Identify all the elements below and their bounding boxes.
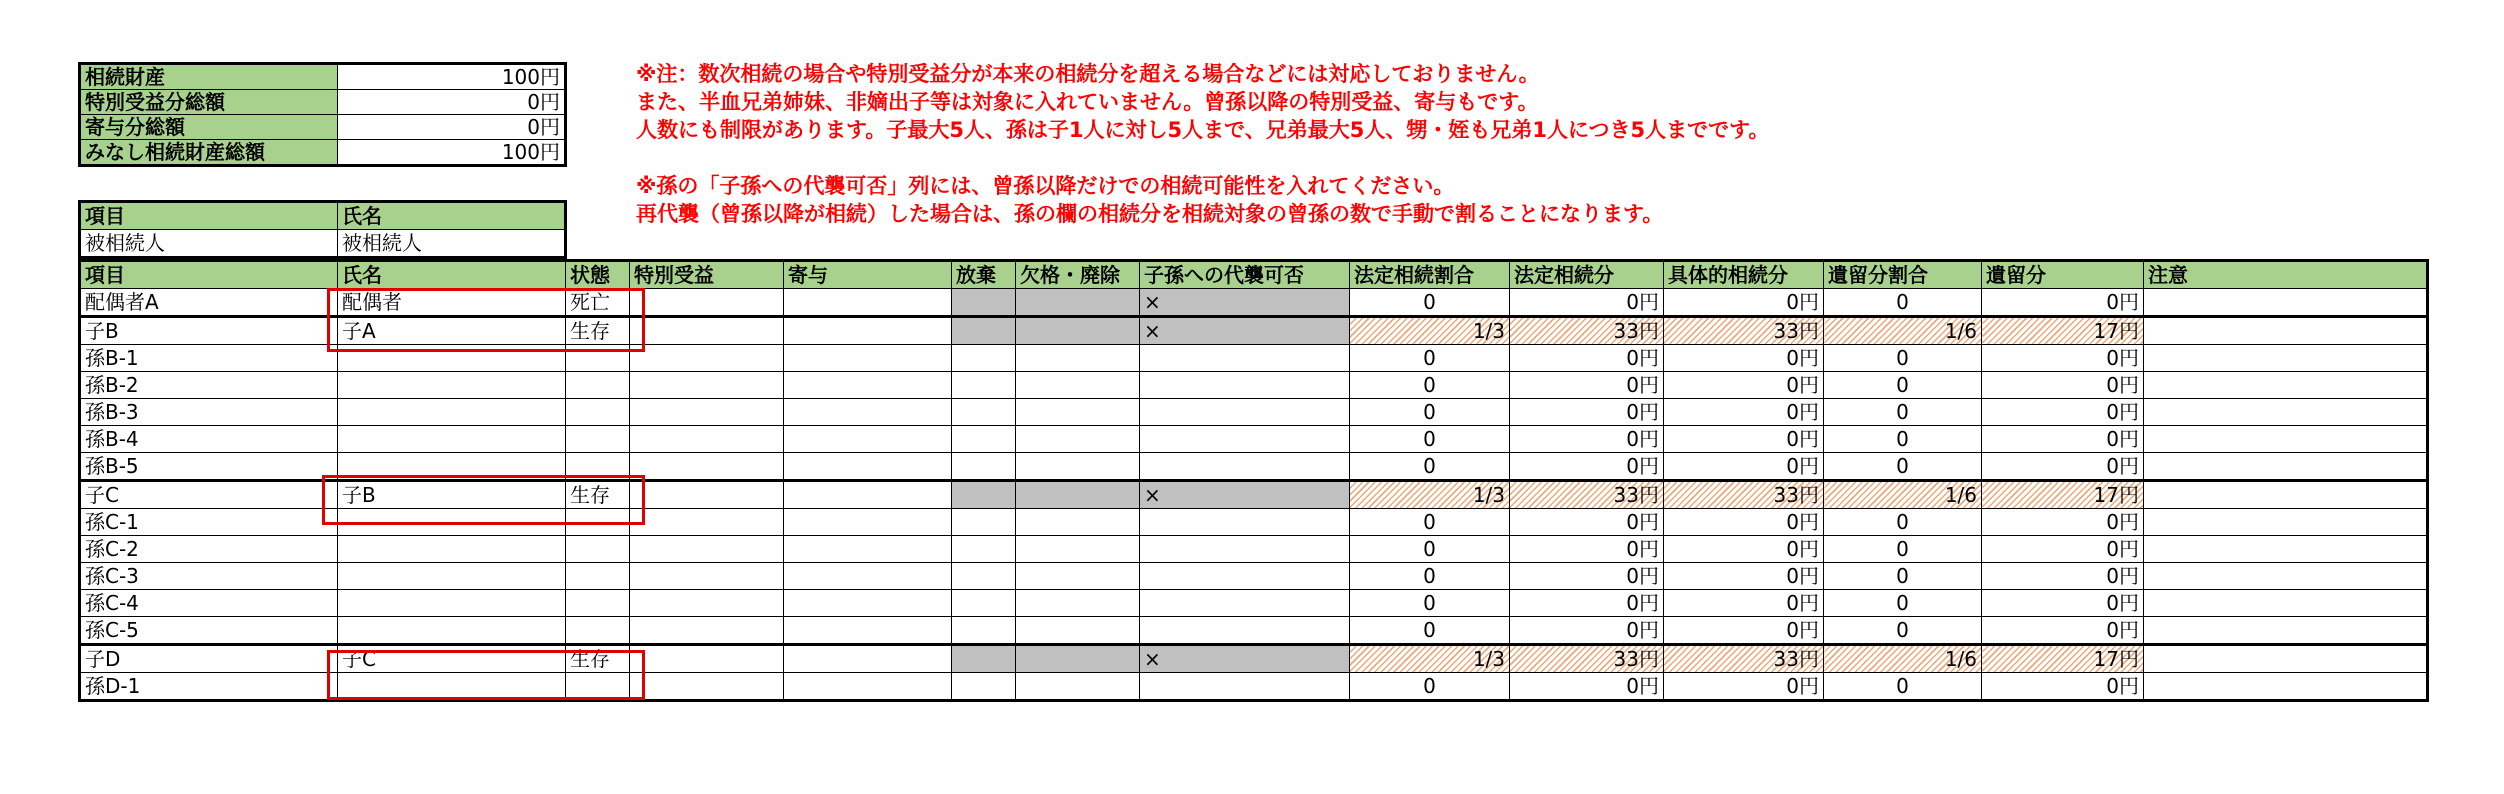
- special-benefit-cell[interactable]: [630, 563, 784, 590]
- special-benefit-cell[interactable]: [630, 317, 784, 345]
- legal-share-cell: 0円: [1510, 536, 1664, 563]
- concrete-share-cell: 0円: [1664, 426, 1824, 453]
- legal-share-cell: 33円: [1510, 645, 1664, 673]
- contribution-cell[interactable]: [784, 673, 952, 701]
- summary-body: [80, 64, 566, 166]
- reserved-ratio-cell: 0: [1824, 536, 1982, 563]
- concrete-share-cell: 0円: [1664, 372, 1824, 399]
- legal-ratio-cell: 0: [1350, 345, 1510, 372]
- contribution-cell[interactable]: [784, 426, 952, 453]
- heir-name-cell[interactable]: [338, 536, 566, 563]
- legal-share-cell: 0円: [1510, 563, 1664, 590]
- heir-item-cell: 孫B-1: [80, 345, 338, 372]
- reserved-ratio-cell: 0: [1824, 617, 1982, 645]
- special-benefit-cell[interactable]: [630, 399, 784, 426]
- succession-cell[interactable]: [1140, 345, 1350, 372]
- caution-cell: [2144, 289, 2428, 317]
- heir-name-cell[interactable]: 子C: [338, 645, 566, 673]
- disqualify-cell[interactable]: [1016, 536, 1140, 563]
- summary-value[interactable]: 100円: [338, 64, 566, 90]
- renounce-cell[interactable]: [952, 563, 1016, 590]
- heir-row: [80, 563, 2428, 590]
- heir-item-cell: 配偶者A: [80, 289, 338, 317]
- reserved-share-cell: 17円: [1982, 481, 2144, 509]
- special-benefit-cell[interactable]: [630, 426, 784, 453]
- column-header: 遺留分割合: [1824, 261, 1982, 289]
- concrete-share-cell: 0円: [1664, 453, 1824, 481]
- decedent-header-name: 氏名: [338, 202, 566, 230]
- concrete-share-cell: 33円: [1664, 645, 1824, 673]
- succession-cell[interactable]: [1140, 426, 1350, 453]
- heir-status-cell[interactable]: 生存: [566, 317, 630, 345]
- special-benefit-cell[interactable]: [630, 481, 784, 509]
- summary-label: みなし相続財産総額: [80, 140, 338, 166]
- legal-ratio-cell: 0: [1350, 399, 1510, 426]
- concrete-share-cell: 0円: [1664, 617, 1824, 645]
- reserved-share-cell: 0円: [1982, 617, 2144, 645]
- reserved-ratio-cell: 1/6: [1824, 481, 1982, 509]
- legal-ratio-cell: 0: [1350, 426, 1510, 453]
- reserved-ratio-cell: 1/6: [1824, 645, 1982, 673]
- summary-row: [80, 64, 566, 90]
- highlight-box: [327, 288, 645, 352]
- heir-row: [80, 399, 2428, 426]
- heir-status-cell[interactable]: [566, 590, 630, 617]
- disqualify-cell[interactable]: [1016, 453, 1140, 481]
- heir-status-cell[interactable]: 生存: [566, 481, 630, 509]
- heir-row: [80, 590, 2428, 617]
- heir-item-cell: 孫C-3: [80, 563, 338, 590]
- succession-cell[interactable]: ×: [1140, 645, 1350, 673]
- reserved-share-cell: 0円: [1982, 372, 2144, 399]
- disqualify-cell[interactable]: [1016, 645, 1140, 673]
- column-header: 法定相続割合: [1350, 261, 1510, 289]
- reserved-share-cell: 0円: [1982, 673, 2144, 701]
- concrete-share-cell: 0円: [1664, 399, 1824, 426]
- legal-share-cell: 33円: [1510, 317, 1664, 345]
- succession-cell[interactable]: ×: [1140, 317, 1350, 345]
- heir-item-cell: 孫B-2: [80, 372, 338, 399]
- decedent-header-row: [80, 202, 566, 230]
- highlight-box: [327, 650, 645, 700]
- succession-cell[interactable]: [1140, 509, 1350, 536]
- heir-name-cell[interactable]: [338, 617, 566, 645]
- renounce-cell[interactable]: [952, 372, 1016, 399]
- heir-item-cell: 孫B-3: [80, 399, 338, 426]
- contribution-cell[interactable]: [784, 617, 952, 645]
- succession-cell[interactable]: [1140, 617, 1350, 645]
- heir-status-cell[interactable]: [566, 372, 630, 399]
- reserved-ratio-cell: 0: [1824, 345, 1982, 372]
- disqualify-cell[interactable]: [1016, 426, 1140, 453]
- column-header: 子孫への代襲可否: [1140, 261, 1350, 289]
- heir-item-cell: 孫C-1: [80, 509, 338, 536]
- summary-value[interactable]: 0円: [338, 90, 566, 115]
- reserved-share-cell: 0円: [1982, 426, 2144, 453]
- column-header: 法定相続分: [1510, 261, 1664, 289]
- disqualify-cell[interactable]: [1016, 563, 1140, 590]
- succession-cell[interactable]: [1140, 563, 1350, 590]
- heir-status-cell[interactable]: [566, 536, 630, 563]
- concrete-share-cell: 0円: [1664, 673, 1824, 701]
- disqualify-cell[interactable]: [1016, 481, 1140, 509]
- special-benefit-cell[interactable]: [630, 645, 784, 673]
- column-header: 項目: [80, 261, 338, 289]
- summary-row: [80, 140, 566, 166]
- succession-cell[interactable]: [1140, 372, 1350, 399]
- caution-cell: [2144, 481, 2428, 509]
- succession-cell[interactable]: ×: [1140, 289, 1350, 317]
- succession-cell[interactable]: [1140, 590, 1350, 617]
- heir-name-cell[interactable]: [338, 590, 566, 617]
- heir-status-cell[interactable]: [566, 426, 630, 453]
- contribution-cell[interactable]: [784, 481, 952, 509]
- concrete-share-cell: 0円: [1664, 289, 1824, 317]
- renounce-cell[interactable]: [952, 345, 1016, 372]
- summary-value[interactable]: 0円: [338, 115, 566, 140]
- decedent-row: [80, 230, 566, 258]
- legal-ratio-cell: 0: [1350, 536, 1510, 563]
- reserved-ratio-cell: 0: [1824, 673, 1982, 701]
- note-line: [636, 144, 1769, 172]
- caution-cell: [2144, 563, 2428, 590]
- renounce-cell[interactable]: [952, 481, 1016, 509]
- heir-item-cell: 子B: [80, 317, 338, 345]
- heir-item-cell: 子C: [80, 481, 338, 509]
- decedent-table: [78, 200, 567, 259]
- reserved-share-cell: 17円: [1982, 645, 2144, 673]
- succession-cell[interactable]: [1140, 536, 1350, 563]
- renounce-cell[interactable]: [952, 645, 1016, 673]
- disqualify-cell[interactable]: [1016, 317, 1140, 345]
- renounce-cell[interactable]: [952, 617, 1016, 645]
- legal-share-cell: 0円: [1510, 509, 1664, 536]
- summary-row: [80, 115, 566, 140]
- note-line: 再代襲（曾孫以降が相続）した場合は、孫の欄の相続分を相続対象の曾孫の数で手動で割ることになります。: [636, 202, 1664, 226]
- heirs-header-row: [80, 261, 2428, 289]
- special-benefit-cell[interactable]: [630, 673, 784, 701]
- caution-cell: [2144, 509, 2428, 536]
- contribution-cell[interactable]: [784, 317, 952, 345]
- legal-ratio-cell: 1/3: [1350, 645, 1510, 673]
- notes-panel: [636, 60, 1769, 228]
- column-header: 具体的相続分: [1664, 261, 1824, 289]
- column-header: 状態: [566, 261, 630, 289]
- heir-status-cell[interactable]: [566, 399, 630, 426]
- column-header: 遺留分: [1982, 261, 2144, 289]
- legal-share-cell: 0円: [1510, 453, 1664, 481]
- caution-cell: [2144, 645, 2428, 673]
- concrete-share-cell: 0円: [1664, 563, 1824, 590]
- renounce-cell[interactable]: [952, 317, 1016, 345]
- legal-share-cell: 33円: [1510, 481, 1664, 509]
- special-benefit-cell[interactable]: [630, 453, 784, 481]
- heir-item-cell: 孫B-5: [80, 453, 338, 481]
- reserved-ratio-cell: 0: [1824, 426, 1982, 453]
- heir-name-cell[interactable]: 子A: [338, 317, 566, 345]
- caution-cell: [2144, 590, 2428, 617]
- column-header: 注意: [2144, 261, 2428, 289]
- disqualify-cell[interactable]: [1016, 289, 1140, 317]
- renounce-cell[interactable]: [952, 426, 1016, 453]
- succession-cell[interactable]: ×: [1140, 481, 1350, 509]
- contribution-cell[interactable]: [784, 372, 952, 399]
- renounce-cell[interactable]: [952, 399, 1016, 426]
- legal-ratio-cell: 0: [1350, 617, 1510, 645]
- summary-value[interactable]: 100円: [338, 140, 566, 166]
- legal-share-cell: 0円: [1510, 289, 1664, 317]
- heir-row: [80, 426, 2428, 453]
- succession-cell[interactable]: [1140, 673, 1350, 701]
- reserved-share-cell: 0円: [1982, 563, 2144, 590]
- legal-share-cell: 0円: [1510, 617, 1664, 645]
- renounce-cell[interactable]: [952, 453, 1016, 481]
- caution-cell: [2144, 673, 2428, 701]
- disqualify-cell[interactable]: [1016, 617, 1140, 645]
- special-benefit-cell[interactable]: [630, 372, 784, 399]
- disqualify-cell[interactable]: [1016, 345, 1140, 372]
- heir-item-cell: 孫C-2: [80, 536, 338, 563]
- reserved-share-cell: 0円: [1982, 536, 2144, 563]
- concrete-share-cell: 33円: [1664, 317, 1824, 345]
- concrete-share-cell: 0円: [1664, 590, 1824, 617]
- disqualify-cell[interactable]: [1016, 399, 1140, 426]
- renounce-cell[interactable]: [952, 673, 1016, 701]
- note-line: ※注：数次相続の場合や特別受益分が本来の相続分を超える場合などには対応しておりません。: [636, 62, 1540, 86]
- column-header: 特別受益: [630, 261, 784, 289]
- caution-cell: [2144, 453, 2428, 481]
- legal-share-cell: 0円: [1510, 399, 1664, 426]
- reserved-ratio-cell: 0: [1824, 289, 1982, 317]
- special-benefit-cell[interactable]: [630, 536, 784, 563]
- reserved-ratio-cell: 1/6: [1824, 317, 1982, 345]
- decedent-item: 被相続人: [80, 230, 338, 258]
- reserved-share-cell: 0円: [1982, 345, 2144, 372]
- summary-label: 寄与分総額: [80, 115, 338, 140]
- contribution-cell[interactable]: [784, 563, 952, 590]
- legal-ratio-cell: 0: [1350, 509, 1510, 536]
- heir-item-cell: 孫D-1: [80, 673, 338, 701]
- concrete-share-cell: 0円: [1664, 509, 1824, 536]
- concrete-share-cell: 0円: [1664, 536, 1824, 563]
- heir-item-cell: 孫C-5: [80, 617, 338, 645]
- heir-name-cell[interactable]: 子B: [338, 481, 566, 509]
- reserved-share-cell: 0円: [1982, 590, 2144, 617]
- heir-status-cell[interactable]: 生存: [566, 645, 630, 673]
- legal-share-cell: 0円: [1510, 372, 1664, 399]
- legal-ratio-cell: 0: [1350, 563, 1510, 590]
- contribution-cell[interactable]: [784, 345, 952, 372]
- special-benefit-cell[interactable]: [630, 590, 784, 617]
- legal-ratio-cell: 0: [1350, 453, 1510, 481]
- reserved-share-cell: 0円: [1982, 289, 2144, 317]
- legal-share-cell: 0円: [1510, 673, 1664, 701]
- heir-status-cell[interactable]: [566, 563, 630, 590]
- succession-cell[interactable]: [1140, 399, 1350, 426]
- contribution-cell[interactable]: [784, 399, 952, 426]
- reserved-ratio-cell: 0: [1824, 399, 1982, 426]
- decedent-name[interactable]: 被相続人: [338, 230, 566, 258]
- heir-item-cell: 子D: [80, 645, 338, 673]
- contribution-cell[interactable]: [784, 645, 952, 673]
- caution-cell: [2144, 317, 2428, 345]
- reserved-ratio-cell: 0: [1824, 509, 1982, 536]
- disqualify-cell[interactable]: [1016, 673, 1140, 701]
- heir-status-cell[interactable]: [566, 617, 630, 645]
- renounce-cell[interactable]: [952, 590, 1016, 617]
- contribution-cell[interactable]: [784, 289, 952, 317]
- summary-label: 特別受益分総額: [80, 90, 338, 115]
- disqualify-cell[interactable]: [1016, 509, 1140, 536]
- heir-status-cell[interactable]: 死亡: [566, 289, 630, 317]
- renounce-cell[interactable]: [952, 289, 1016, 317]
- legal-ratio-cell: 0: [1350, 289, 1510, 317]
- column-header: 放棄: [952, 261, 1016, 289]
- contribution-cell[interactable]: [784, 509, 952, 536]
- legal-share-cell: 0円: [1510, 590, 1664, 617]
- heir-name-cell[interactable]: [338, 399, 566, 426]
- caution-cell: [2144, 399, 2428, 426]
- concrete-share-cell: 33円: [1664, 481, 1824, 509]
- heir-name-cell[interactable]: [338, 426, 566, 453]
- summary-table: [78, 62, 567, 167]
- special-benefit-cell[interactable]: [630, 509, 784, 536]
- renounce-cell[interactable]: [952, 509, 1016, 536]
- succession-cell[interactable]: [1140, 453, 1350, 481]
- reserved-ratio-cell: 0: [1824, 372, 1982, 399]
- column-header: 欠格・廃除: [1016, 261, 1140, 289]
- heir-name-cell[interactable]: 配偶者: [338, 289, 566, 317]
- special-benefit-cell[interactable]: [630, 289, 784, 317]
- reserved-ratio-cell: 0: [1824, 590, 1982, 617]
- contribution-cell[interactable]: [784, 536, 952, 563]
- heir-name-cell[interactable]: [338, 372, 566, 399]
- reserved-ratio-cell: 0: [1824, 563, 1982, 590]
- note-line: 人数にも制限があります。子最大5人、孫は子1人に対し5人まで、兄弟最大5人、甥・姪も兄弟1人につき5人までです。: [636, 118, 1770, 142]
- reserved-share-cell: 0円: [1982, 453, 2144, 481]
- highlight-box: [322, 475, 645, 525]
- heir-item-cell: 孫C-4: [80, 590, 338, 617]
- decedent-header-item: 項目: [80, 202, 338, 230]
- legal-ratio-cell: 0: [1350, 673, 1510, 701]
- reserved-share-cell: 0円: [1982, 399, 2144, 426]
- heir-item-cell: 孫B-4: [80, 426, 338, 453]
- heir-row: [80, 617, 2428, 645]
- heir-row: [80, 372, 2428, 399]
- disqualify-cell[interactable]: [1016, 372, 1140, 399]
- legal-ratio-cell: 1/3: [1350, 317, 1510, 345]
- legal-ratio-cell: 0: [1350, 590, 1510, 617]
- summary-row: [80, 90, 566, 115]
- heir-row: [80, 536, 2428, 563]
- concrete-share-cell: 0円: [1664, 345, 1824, 372]
- caution-cell: [2144, 345, 2428, 372]
- summary-label: 相続財産: [80, 64, 338, 90]
- renounce-cell[interactable]: [952, 536, 1016, 563]
- contribution-cell[interactable]: [784, 590, 952, 617]
- legal-ratio-cell: 1/3: [1350, 481, 1510, 509]
- caution-cell: [2144, 426, 2428, 453]
- column-header: 寄与: [784, 261, 952, 289]
- reserved-ratio-cell: 0: [1824, 453, 1982, 481]
- reserved-share-cell: 17円: [1982, 317, 2144, 345]
- column-header: 氏名: [338, 261, 566, 289]
- special-benefit-cell[interactable]: [630, 345, 784, 372]
- legal-share-cell: 0円: [1510, 345, 1664, 372]
- legal-ratio-cell: 0: [1350, 372, 1510, 399]
- caution-cell: [2144, 536, 2428, 563]
- note-line: ※孫の「子孫への代襲可否」列には、曾孫以降だけでの相続可能性を入れてください。: [636, 174, 1455, 198]
- heir-name-cell[interactable]: [338, 563, 566, 590]
- caution-cell: [2144, 372, 2428, 399]
- note-line: また、半血兄弟姉妹、非嫡出子等は対象に入れていません。曾孫以降の特別受益、寄与もです。: [636, 90, 1539, 114]
- contribution-cell[interactable]: [784, 453, 952, 481]
- reserved-share-cell: 0円: [1982, 509, 2144, 536]
- disqualify-cell[interactable]: [1016, 590, 1140, 617]
- special-benefit-cell[interactable]: [630, 617, 784, 645]
- legal-share-cell: 0円: [1510, 426, 1664, 453]
- caution-cell: [2144, 617, 2428, 645]
